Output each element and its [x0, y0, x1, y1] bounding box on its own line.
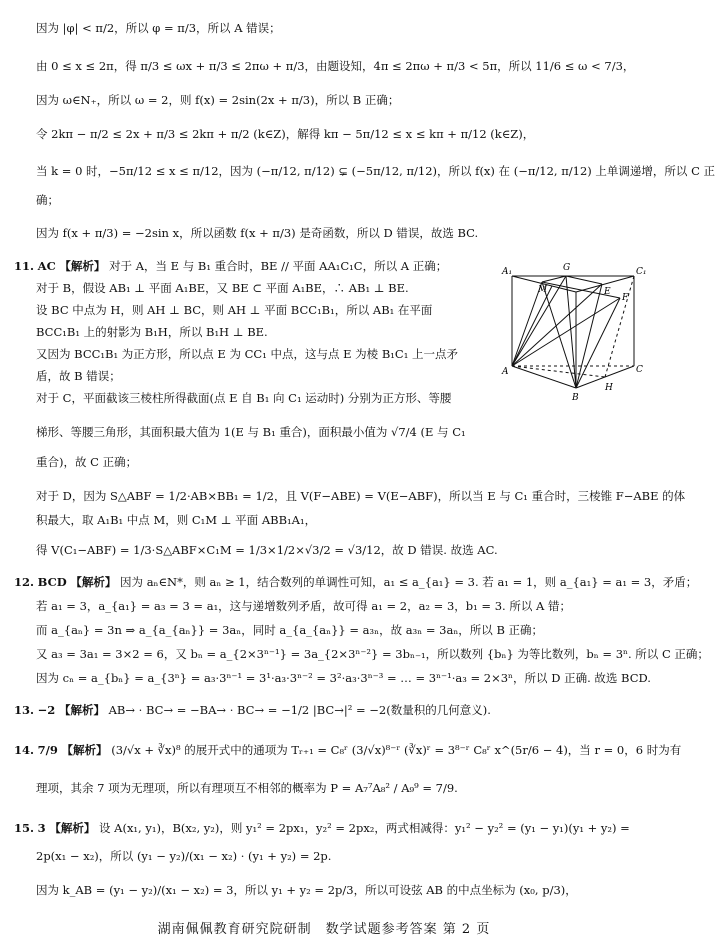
q11-line-6: 盾，故 B 错误；: [36, 369, 121, 383]
q11-answer: AC: [37, 259, 56, 273]
q11-line-2: 对于 B，假设 AB₁ ⊥ 平面 A₁BE，又 BE ⊂ 平面 A₁BE，∴ AB₁ ⊥ BE.: [36, 281, 409, 295]
q10-line-4: 令 2kπ − π/2 ≤ 2x + π/3 ≤ 2kπ + π/2 (k∈Z)，解得 kπ − 5π/12 ≤ x ≤ kπ + π/12 (k∈Z)，: [36, 127, 535, 141]
q13-line: [14, 702, 628, 718]
q10-line-7: 因为 f(x + π/3) = −2sin x，所以函数 f(x + π/3) 是奇函数，所以 D 错误，故选 BC.: [36, 226, 479, 240]
q10-line-1: 因为 |φ| < π/2，所以 φ = π/3，所以 A 错误；: [36, 21, 281, 35]
q11-header: [14, 258, 498, 274]
q11-number: 11.: [14, 259, 35, 273]
q14-text-1: (3/√x + ∛x)⁸ 的展开式中的通项为 Tᵣ₊₁ = C₈ʳ (3/√x)⁸⁻ʳ (∛x)ʳ = 3⁸⁻ʳ C₈ʳ x^(5r/6 − 4)，当 r = 0，6 时为有: [111, 743, 682, 757]
q15-text-1: 设 A(x₁, y₁)，B(x₂, y₂)，则 y₁² = 2px₁，y₂² = 2px₂，两式相减得：y₁² − y₂² = (y₁ − y₁)(y₁ + y₂) =: [99, 821, 630, 835]
q10-line-6: 确；: [36, 193, 59, 207]
q14-number: 14.: [14, 743, 35, 757]
q11-line-11: 积最大，取 A₁B₁ 中点 M，则 C₁M ⊥ 平面 ABB₁A₁，: [36, 513, 317, 527]
q11-line-8: 梯形、等腰三角形，其面积最大值为 1(E 与 B₁ 重合)，面积最小值为 √7/4 (E 与 C₁: [36, 425, 466, 439]
fig-label-c: C: [636, 365, 643, 375]
fig-label-a: A: [502, 367, 509, 377]
prism-figure: [502, 258, 647, 408]
q10-line-5: 当 k = 0 时，−5π/12 ≤ x ≤ π/12，因为 (−π/12, π/12) ⊊ (−5π/12, π/12)，所以 f(x) 在 (−π/12, π/12) 上单调递增，所以 C 正: [36, 164, 715, 178]
q15-answer: 3: [37, 821, 46, 835]
q14-tag: 【解析】: [61, 743, 108, 757]
q14-line-2: 理项，其余 7 项为无理项，所以有理项互不相邻的概率为 P = A₇⁷A₈² / A₉⁹ = 7/9.: [36, 781, 458, 795]
q15-line-1: [14, 820, 628, 836]
fig-label-m: M: [538, 285, 548, 295]
fig-label-g: G: [563, 263, 571, 273]
q12-answer: BCD: [37, 575, 67, 589]
fig-label-h: H: [605, 383, 613, 393]
q14-line-1: [14, 742, 682, 758]
q11-line-12: 得 V(C₁−ABF) = 1/3·S△ABF×C₁M = 1/3×1/2×√3/2 = √3/12，故 D 错误. 故选 AC.: [36, 543, 498, 557]
q12-number: 12.: [14, 575, 35, 589]
q11-line-10: 对于 D，因为 S△ABF = 1/2·AB×BB₁ = 1/2，且 V(F−ABE) = V(E−ABF)，所以当 E 与 C₁ 重合时，三棱锥 F−ABE 的体: [36, 489, 686, 503]
q11-tag: 【解析】: [59, 259, 106, 273]
q12-line-2: 若 a₁ = 3，a_{a₁} = a₃ = 3 = a₁，这与递增数列矛盾，故可得 a₁ = 2，a₂ = 3，b₁ = 3. 所以 A 错；: [36, 599, 571, 613]
q13-answer: −2: [37, 703, 56, 717]
fig-label-c1: C₁: [636, 267, 647, 277]
q11-line-1: 对于 A，当 E 与 B₁ 重合时，BE // 平面 AA₁C₁C，所以 A 正确；: [109, 259, 448, 273]
q11-line-5: 又因为 BCC₁B₁ 为正方形，所以点 E 为 CC₁ 中点，这与点 E 为棱 B₁C₁ 上一点矛: [36, 347, 458, 361]
q12-tag: 【解析】: [70, 575, 117, 589]
q12-line-4: 又 a₃ = 3a₁ = 3×2 = 6，又 bₙ = a_{2×3ⁿ⁻¹} = 3a_{2×3ⁿ⁻²} = 3bₙ₋₁，所以数列 {bₙ} 为等比数列，bₙ = 3ⁿ. 所以 C 正确；: [36, 647, 709, 661]
q11-line-3: 设 BC 中点为 H，则 AH ⊥ BC，则 AH ⊥ 平面 BCC₁B₁，所以 AB₁ 在平面: [36, 303, 433, 317]
q13-text: AB→ · BC→ = −BA→ · BC→ = −1/2 |BC→|² = −2(数量积的几何意义).: [108, 703, 491, 717]
q15-line-3: 因为 k_AB = (y₁ − y₂)/(x₁ − x₂) = 3，所以 y₁ + y₂ = 2p/3，所以可设弦 AB 的中点坐标为 (x₀, p/3)，: [36, 883, 577, 897]
q15-line-2: 2p(x₁ − x₂)，所以 (y₁ − y₂)/(x₁ − x₂) · (y₁ + y₂) = 2p.: [36, 849, 332, 863]
q12-line-5: 因为 cₙ = a_{bₙ} = a_{3ⁿ} = a₃·3ⁿ⁻¹ = 3¹·a₃·3ⁿ⁻² = 3²·a₃·3ⁿ⁻³ = … = 3ⁿ⁻¹·a₃ = 2×3ⁿ，所以 D 正确. 故选 BCD.: [36, 671, 651, 685]
q10-line-3: 因为 ω∈N₊，所以 ω = 2，则 f(x) = 2sin(2x + π/3)，所以 B 正确；: [36, 93, 400, 107]
q14-answer: 7/9: [37, 743, 58, 757]
q13-number: 13.: [14, 703, 35, 717]
fig-label-a1: A₁: [502, 267, 513, 277]
q11-line-7: 对于 C，平面截该三棱柱所得截面(点 E 自 B₁ 向 C₁ 运动时) 分别为正方形、等腰: [36, 391, 452, 405]
page-footer: 湖南佩佩教育研究院研制 数学试题参考答案 第 2 页: [157, 922, 491, 937]
q11-line-9: 重合)，故 C 正确；: [36, 455, 138, 469]
q13-tag: 【解析】: [58, 703, 105, 717]
fig-label-b: B: [572, 393, 579, 403]
q15-number: 15.: [14, 821, 35, 835]
q10-line-2: 由 0 ≤ x ≤ 2π，得 π/3 ≤ ωx + π/3 ≤ 2πω + π/3，由题设知，4π ≤ 2πω + π/3 < 5π，所以 11/6 ≤ ω < 7/3，: [36, 59, 635, 73]
q12-line-1: 因为 aₙ∈N*，则 aₙ ≥ 1，结合数列的单调性可知，a₁ ≤ a_{a₁} = 3. 若 a₁ = 1，则 a_{a₁} = a₁ = 3，矛盾；: [120, 575, 698, 589]
fig-label-e: E: [604, 287, 611, 297]
q15-tag: 【解析】: [49, 821, 96, 835]
fig-label-f: F: [622, 293, 629, 303]
q11-line-4: BCC₁B₁ 上的射影为 B₁H，所以 B₁H ⊥ BE.: [36, 325, 268, 339]
q12-header: [14, 574, 698, 590]
q12-line-3: 而 a_{aₙ} = 3n ⇒ a_{a_{aₙ}} = 3aₙ，同时 a_{a_{aₙ}} = a₃ₙ，故 a₃ₙ = 3aₙ，所以 B 正确；: [36, 623, 544, 637]
